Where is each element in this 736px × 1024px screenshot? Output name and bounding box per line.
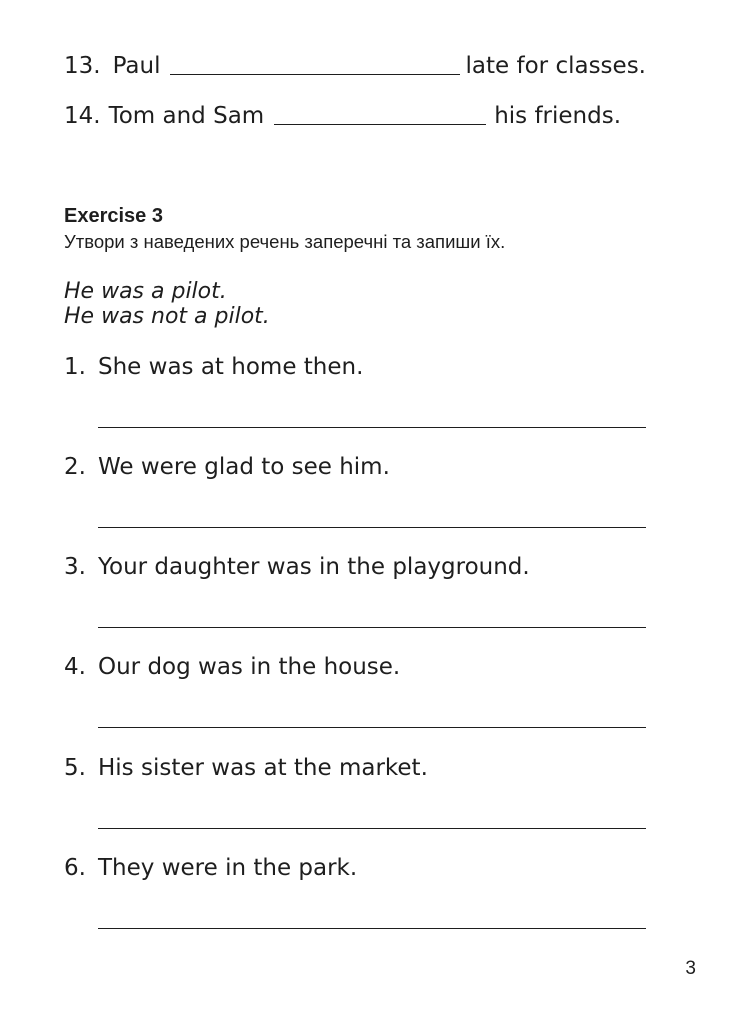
item-number: 3. (64, 554, 86, 580)
exercise-item (64, 757, 646, 780)
exercise-item (64, 356, 646, 379)
item-sentence: Our dog was in the house. (98, 654, 401, 680)
previous-item-13 (64, 55, 646, 78)
item-number: 1. (64, 354, 86, 380)
example-affirmative: He was a pilot. (64, 279, 227, 304)
item-sentence: Your daughter was in the playground. (98, 554, 530, 580)
item-sentence: His sister was at the market. (98, 755, 428, 781)
item-number: 14. (64, 103, 101, 129)
item-number: 5. (64, 755, 86, 781)
fill-in-blank[interactable] (170, 74, 459, 75)
answer-line[interactable] (98, 828, 646, 829)
page-number: 3 (685, 958, 696, 979)
fill-in-blank[interactable] (274, 124, 486, 125)
exercise-item (64, 857, 646, 880)
example-negative: He was not a pilot. (64, 304, 270, 329)
item-text-before: Tom and Sam (108, 103, 265, 129)
exercise-instruction: Утвори з наведених речень заперечні та запиши їх. (64, 231, 506, 252)
exercise-title: Exercise 3 (64, 205, 163, 227)
answer-line[interactable] (98, 727, 646, 728)
item-text-after: his friends. (494, 103, 622, 129)
item-sentence: She was at home then. (98, 354, 364, 380)
exercise-item (64, 456, 646, 479)
exercise-item (64, 656, 646, 679)
item-sentence: They were in the park. (98, 855, 358, 881)
item-number: 13. (64, 53, 101, 79)
answer-line[interactable] (98, 627, 646, 628)
item-number: 6. (64, 855, 86, 881)
exercise-item (64, 556, 646, 579)
answer-line[interactable] (98, 527, 646, 528)
answer-line[interactable] (98, 427, 646, 428)
answer-line[interactable] (98, 928, 646, 929)
item-text-after: late for classes. (465, 53, 646, 79)
item-text-before: Paul (112, 53, 161, 79)
item-sentence: We were glad to see him. (98, 454, 390, 480)
item-number: 4. (64, 654, 86, 680)
previous-item-14 (64, 105, 646, 128)
item-number: 2. (64, 454, 86, 480)
